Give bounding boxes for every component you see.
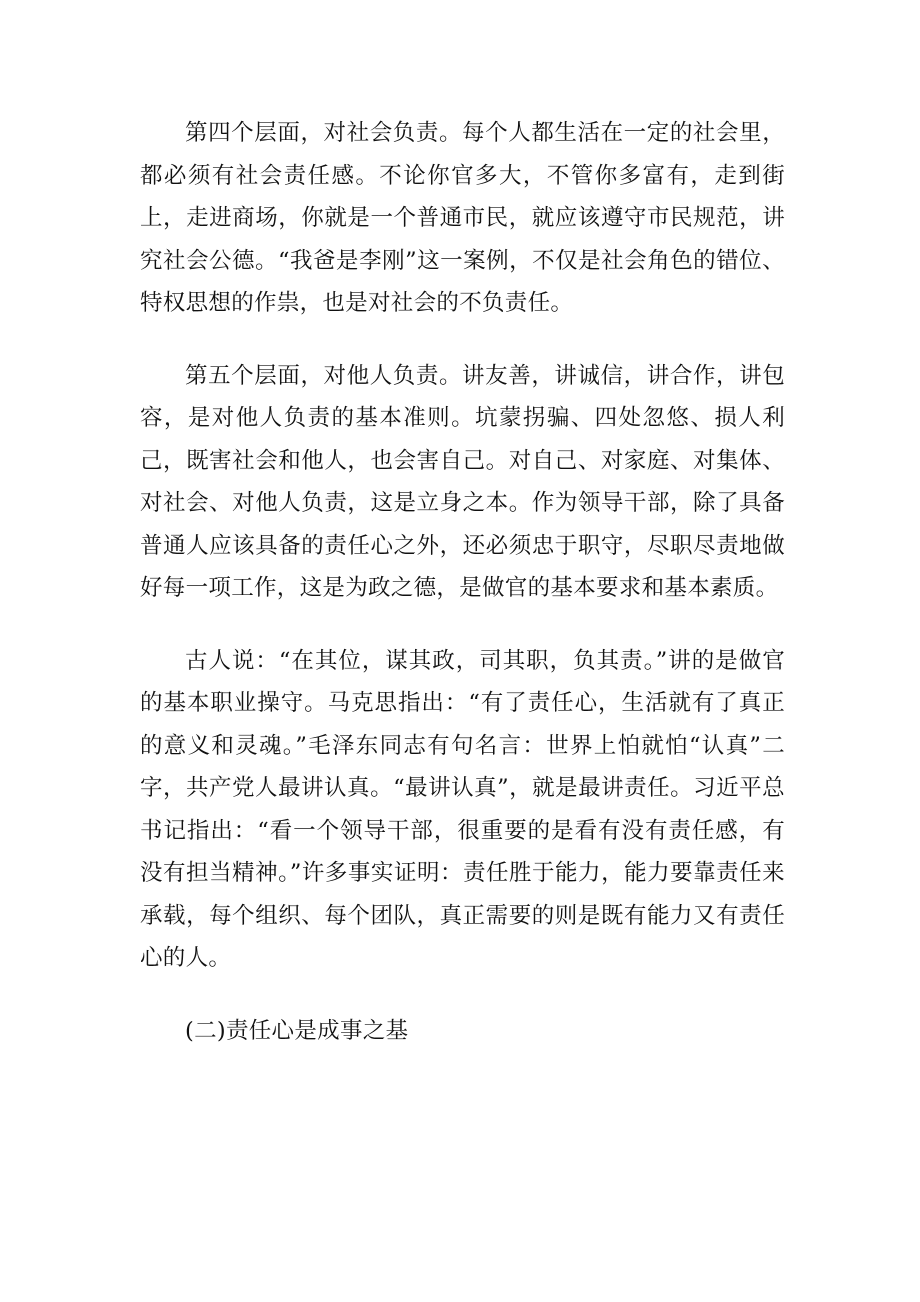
paragraph-quotes-responsibility: 古人说：“在其位，谋其政，司其职，负其责。”讲的是做官的基本职业操守。马克思指出：“有了责任心，生活就有了真正的意义和灵魂。”毛泽东同志有句名言：世界上怕就怕“认真”二字，共产党人最讲认真。“最讲认真”，就是最讲责任。习近平总书记指出：“看一个领导干部，很重要的是看有没有责任感，有没有担当精神。”许多事实证明：责任胜于能力，能力要靠责任来承载，每个组织、每个团队，真正需要的则是既有能力又有责任心的人。 bbox=[140, 647, 785, 971]
paragraph-others-responsibility: 第五个层面，对他人负责。讲友善，讲诚信，讲合作，讲包容，是对他人负责的基本准则。坑蒙拐骗、四处忽悠、损人利己，既害社会和他人，也会害自己。对自己、对家庭、对集体、对社会、对他人负责，这是立身之本。作为领导干部，除了具备普通人应该具备的责任心之外，还必须忠于职守，尽职尽责地做好每一项工作，这是为政之德，是做官的基本要求和基本素质。 bbox=[140, 362, 785, 601]
section-heading-responsibility-foundation: (二)责任心是成事之基 bbox=[185, 1017, 409, 1044]
paragraph-society-responsibility: 第四个层面，对社会负责。每个人都生活在一定的社会里，都必须有社会责任感。不论你官多大，不管你多富有，走到街上，走进商场，你就是一个普通市民，就应该遵守市民规范，讲究社会公德。“我爸是李刚”这一案例，不仅是社会角色的错位、特权思想的作祟，也是对社会的不负责任。 bbox=[140, 120, 785, 316]
document-body bbox=[140, 112, 785, 1052]
